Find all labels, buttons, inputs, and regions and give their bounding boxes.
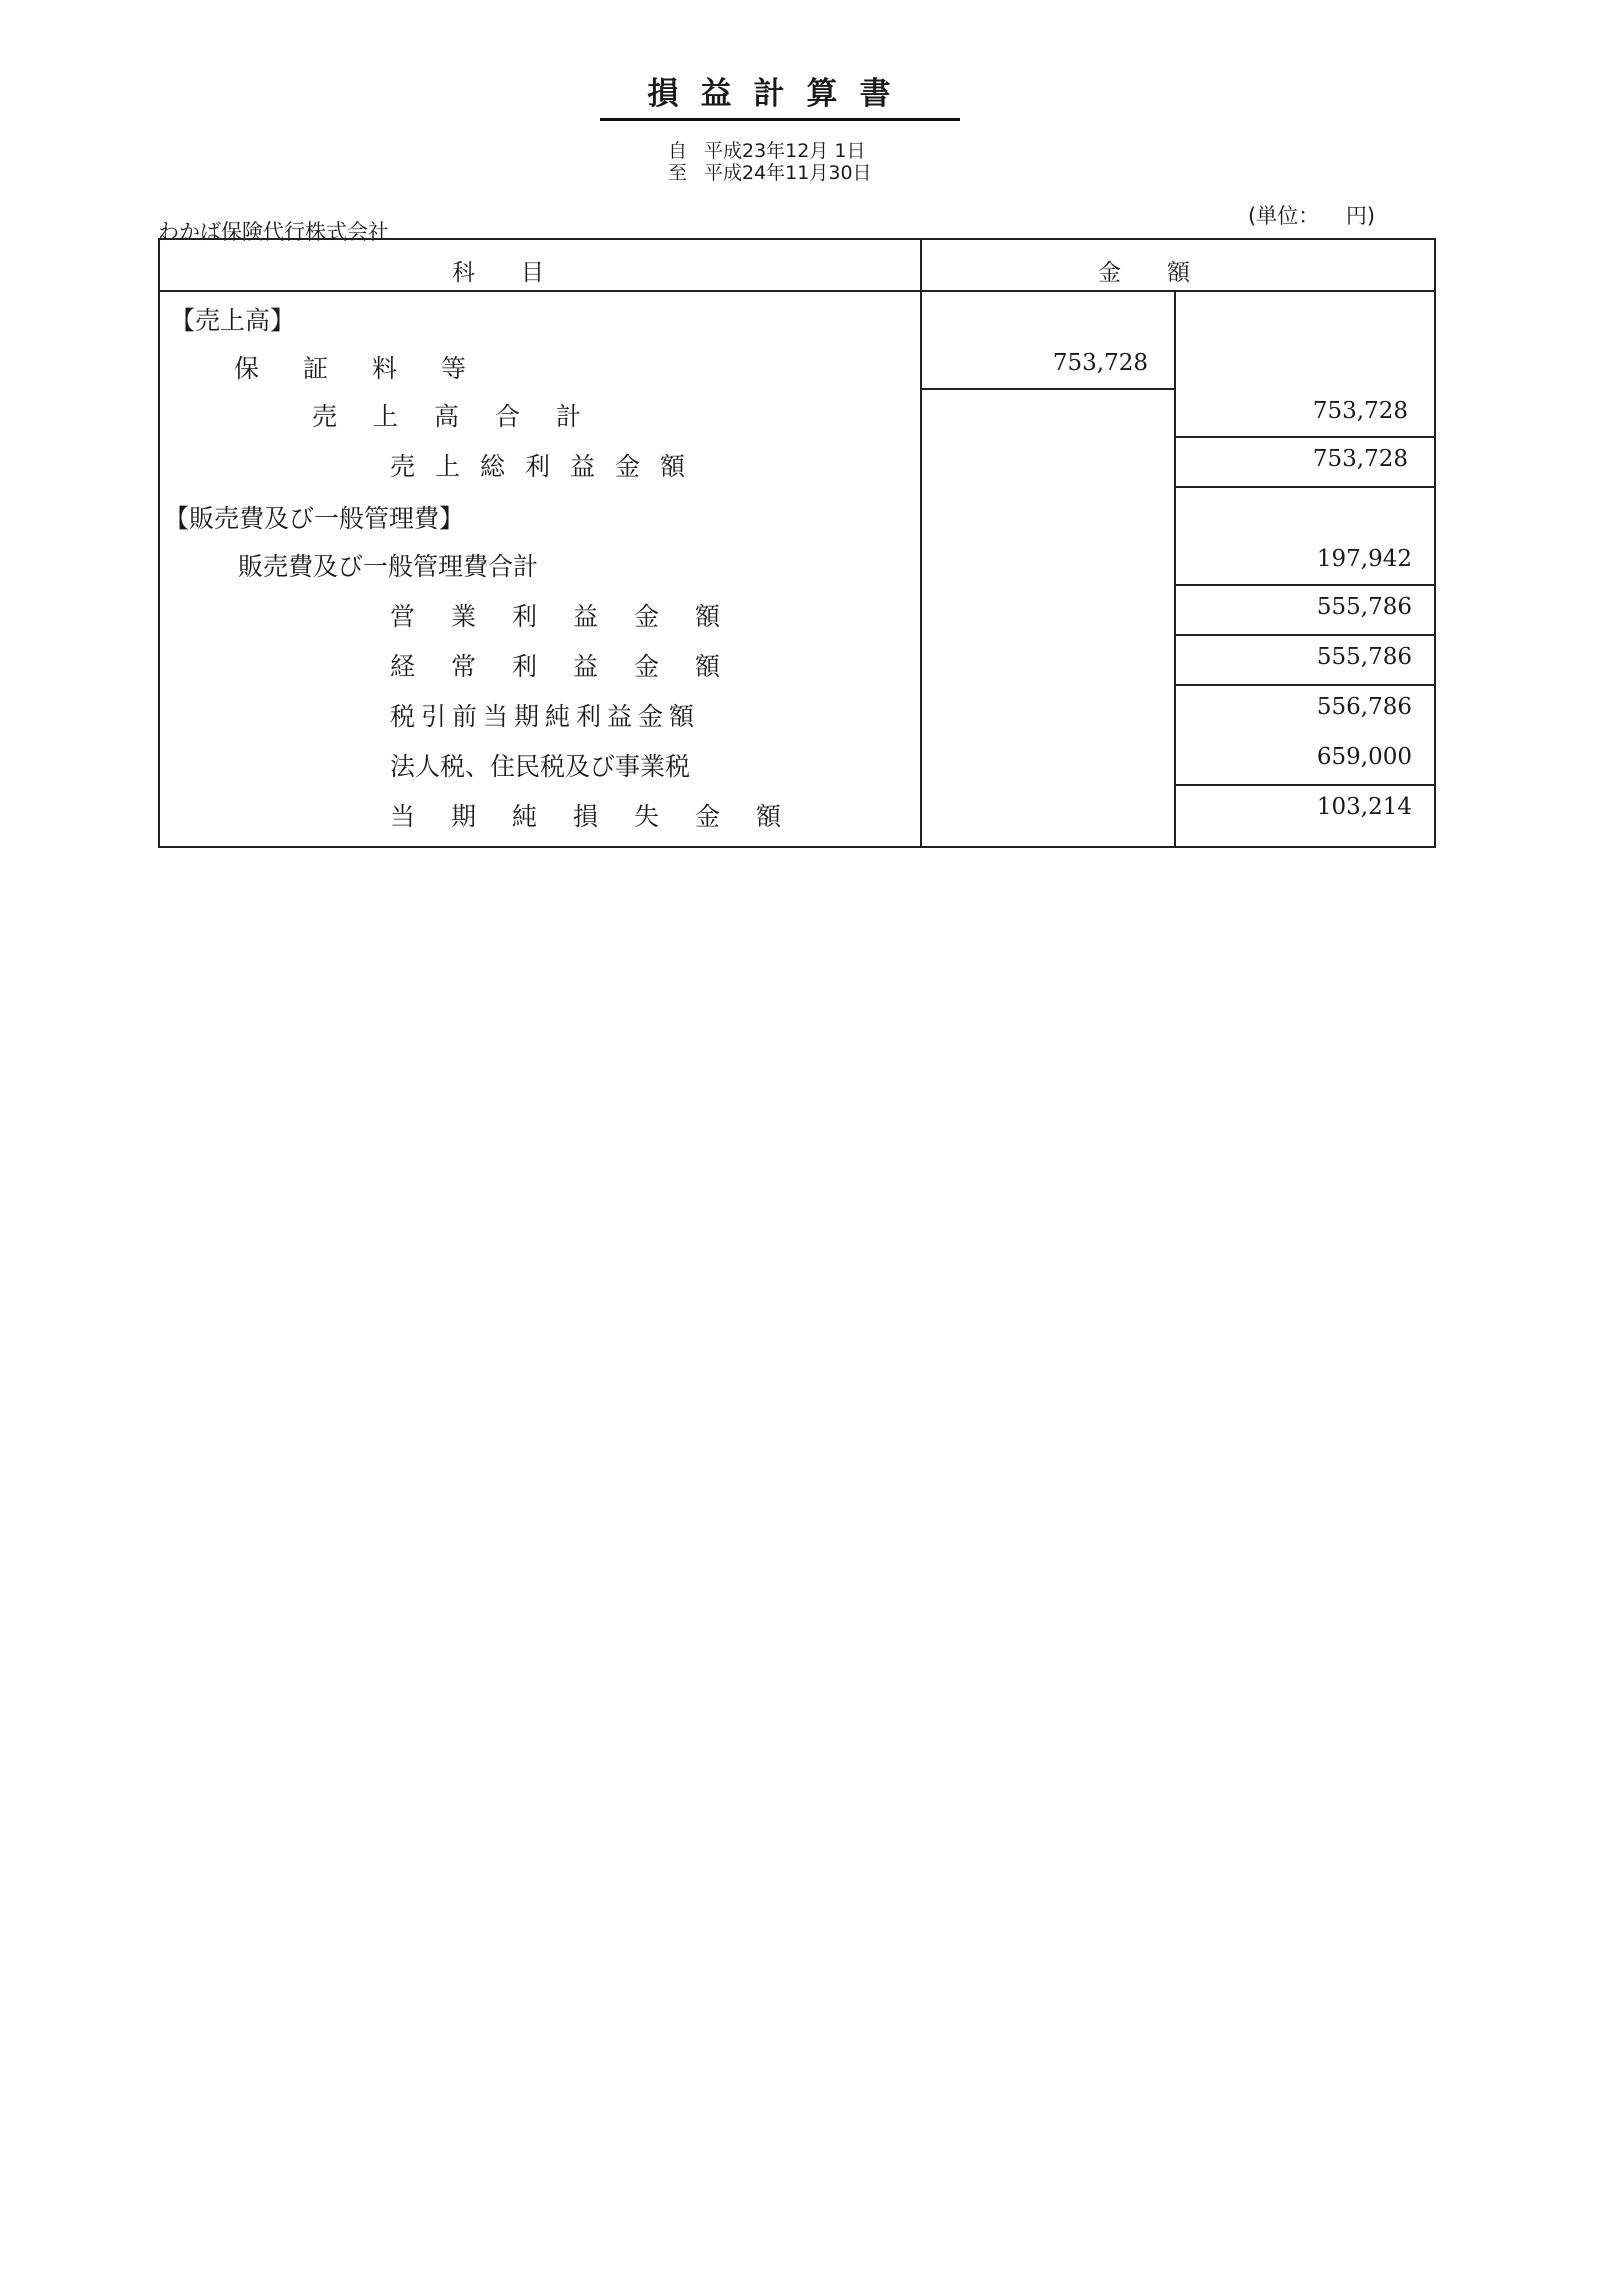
row-label-net-loss: 当期純損失金額 xyxy=(390,802,818,831)
row-label-income-taxes: 法人税、住民税及び事業税 xyxy=(390,752,691,781)
row-amount-outer-sales-total: 753,728 xyxy=(1312,398,1408,424)
outer-line-2 xyxy=(1176,486,1434,488)
section-label-sales: 【売上高】 xyxy=(170,306,296,335)
period-to xyxy=(668,162,872,184)
outer-line-1 xyxy=(1176,436,1434,438)
row-amount-outer-net-loss: 103,214 xyxy=(1316,794,1412,820)
row-label-operating-profit: 営業利益金額 xyxy=(390,602,757,631)
row-label-pretax-profit: 税引前当期純利益金額 xyxy=(390,702,701,731)
row-label-sales-total: 売上高合計 xyxy=(312,402,618,431)
header-amount: 金 額 xyxy=(1098,260,1190,286)
company-name: わかば保険代行株式会社 xyxy=(158,220,389,244)
row-label-gross-profit: 売上総利益金額 xyxy=(390,452,706,481)
period-from-label: 自 xyxy=(668,140,688,162)
row-amount-outer-income-taxes: 659,000 xyxy=(1316,744,1412,770)
row-amount-outer-pretax-profit: 556,786 xyxy=(1316,694,1412,720)
outer-line-3 xyxy=(1176,584,1434,586)
outer-line-5 xyxy=(1176,684,1434,686)
row-amount-outer-operating-profit: 555,786 xyxy=(1316,594,1412,620)
outer-line-4 xyxy=(1176,634,1434,636)
period-from xyxy=(668,140,872,162)
period-to-label: 至 xyxy=(668,162,688,184)
row-amount-outer-ordinary-profit: 555,786 xyxy=(1316,644,1412,670)
accounting-period xyxy=(668,140,872,184)
header-item: 科 目 xyxy=(452,260,544,286)
period-from-date: 平成23年12月 1日 xyxy=(704,140,866,162)
row-amount-inner-guarantee-fees: 753,728 xyxy=(1052,350,1148,376)
column-divider-item-amount xyxy=(920,240,922,848)
row-amount-outer-sga-total: 197,942 xyxy=(1316,546,1412,572)
row-label-guarantee-fees: 保証料等 xyxy=(234,354,511,383)
income-statement-table xyxy=(158,238,1436,848)
document-title: 損益計算書 xyxy=(600,74,960,121)
inner-subtotal-line xyxy=(922,388,1174,390)
section-label-sga: 【販売費及び一般管理費】 xyxy=(164,504,465,533)
row-label-ordinary-profit: 経常利益金額 xyxy=(390,652,757,681)
header-divider xyxy=(160,290,1434,292)
unit-label: (単位： 円) xyxy=(1248,204,1376,228)
outer-line-6 xyxy=(1176,784,1434,786)
period-to-date: 平成24年11月30日 xyxy=(704,162,872,184)
row-label-sga-total: 販売費及び一般管理費合計 xyxy=(238,552,539,581)
row-amount-outer-gross-profit: 753,728 xyxy=(1312,446,1408,472)
